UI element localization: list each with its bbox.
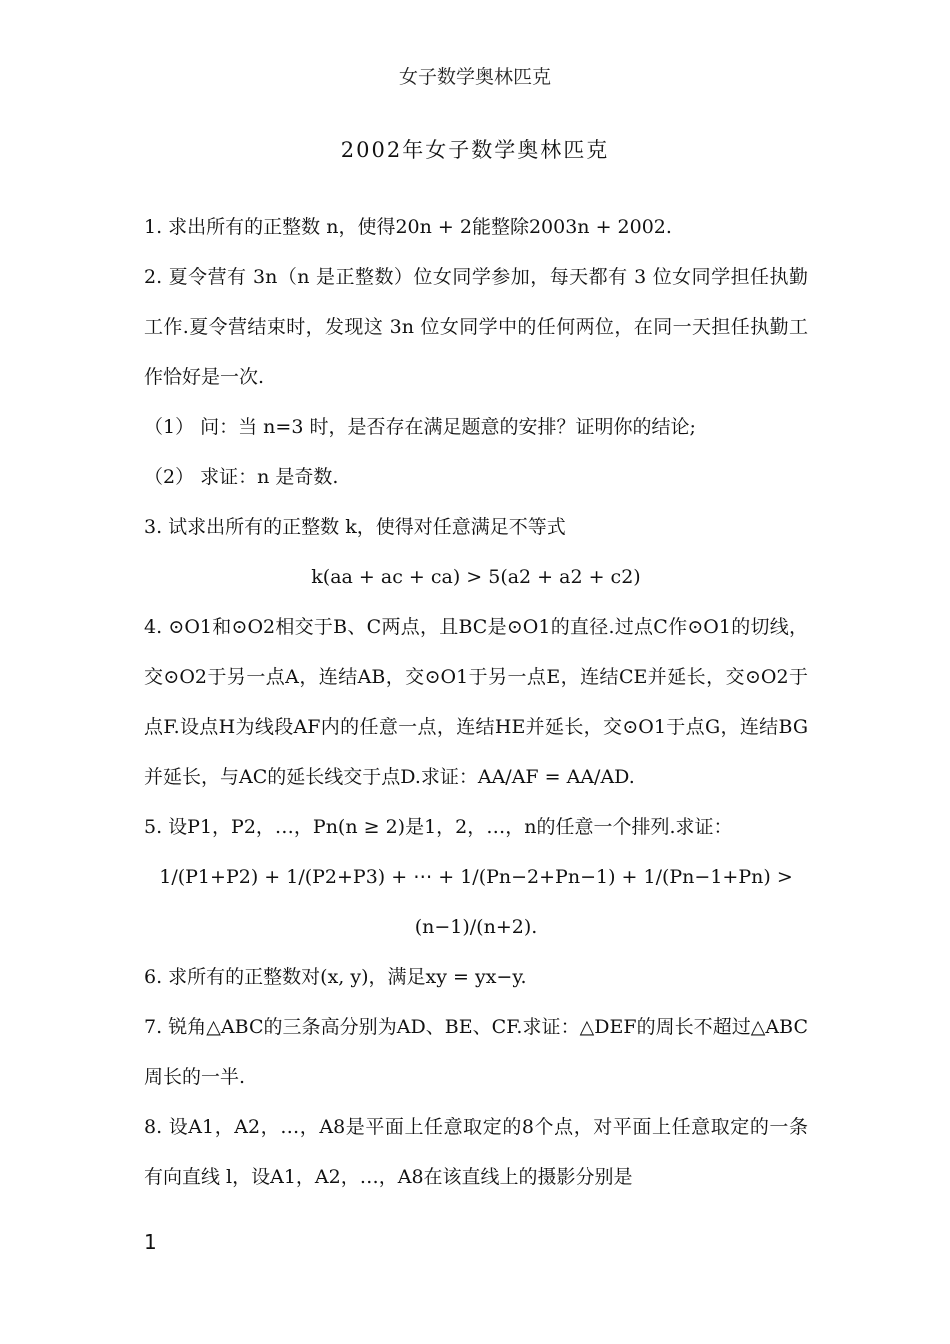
page-number: 1 [144, 1230, 157, 1254]
document-body [144, 202, 808, 1202]
problem-7: 7. 锐角△ABC的三条高分别为AD、BE、CF.求证：△DEF的周长不超过△ABC周长的一半. [144, 1016, 808, 1088]
running-header: 女子数学奥林匹克 [398, 66, 551, 88]
problem-4: 4. ⊙O1和⊙O2相交于B、C两点，且BC是⊙O1的直径.过点C作⊙O1的切线，交⊙O2于另一点A，连结AB，交⊙O1于另一点E，连结CE并延长，交⊙O2于点F.设点H为线段AF内的任意一点，连结HE并延长，交⊙O1于点G，连结BG并延长，与AC的延长线交于点D.求证：AA/AF = AA/AD. [144, 616, 808, 788]
page-title: 2002年女子数学奥林匹克 [340, 138, 610, 162]
problem-8: 8. 设A1，A2，…，A8是平面上任意取定的8个点，对平面上任意取定的一条有向直线 l，设A1，A2，…，A8在该直线上的摄影分别是 [144, 1116, 808, 1188]
problem-5: 5. 设P1，P2，…，Pn(n ≥ 2)是1，2，…，n的任意一个排列.求证： [144, 816, 733, 838]
problem-6: 6. 求所有的正整数对(x, y)，满足xy = yx−y. [144, 966, 527, 988]
problem-1: 1. 求出所有的正整数 n，使得20n + 2能整除2003n + 2002. [144, 216, 672, 238]
problem-2-part-1: （1） 问：当 n=3 时，是否存在满足题意的安排？证明你的结论; [144, 416, 696, 438]
problem-3-formula: k(aa + ac + ca) > 5(a2 + a2 + c2) [311, 566, 641, 588]
problem-5-formula: 1/(P1+P2) + 1/(P2+P3) + ⋯ + 1/(Pn−2+Pn−1) + 1/(Pn−1+Pn) > (n−1)/(n+2). [159, 866, 793, 938]
problem-3: 3. 试求出所有的正整数 k，使得对任意满足不等式 [144, 516, 566, 538]
problem-2: 2. 夏令营有 3n（n 是正整数）位女同学参加，每天都有 3 位女同学担任执勤工作.夏令营结束时，发现这 3n 位女同学中的任何两位，在同一天担任执勤工作恰好是一次. [144, 266, 808, 388]
problem-2-part-2: （2） 求证：n 是奇数. [144, 466, 339, 488]
